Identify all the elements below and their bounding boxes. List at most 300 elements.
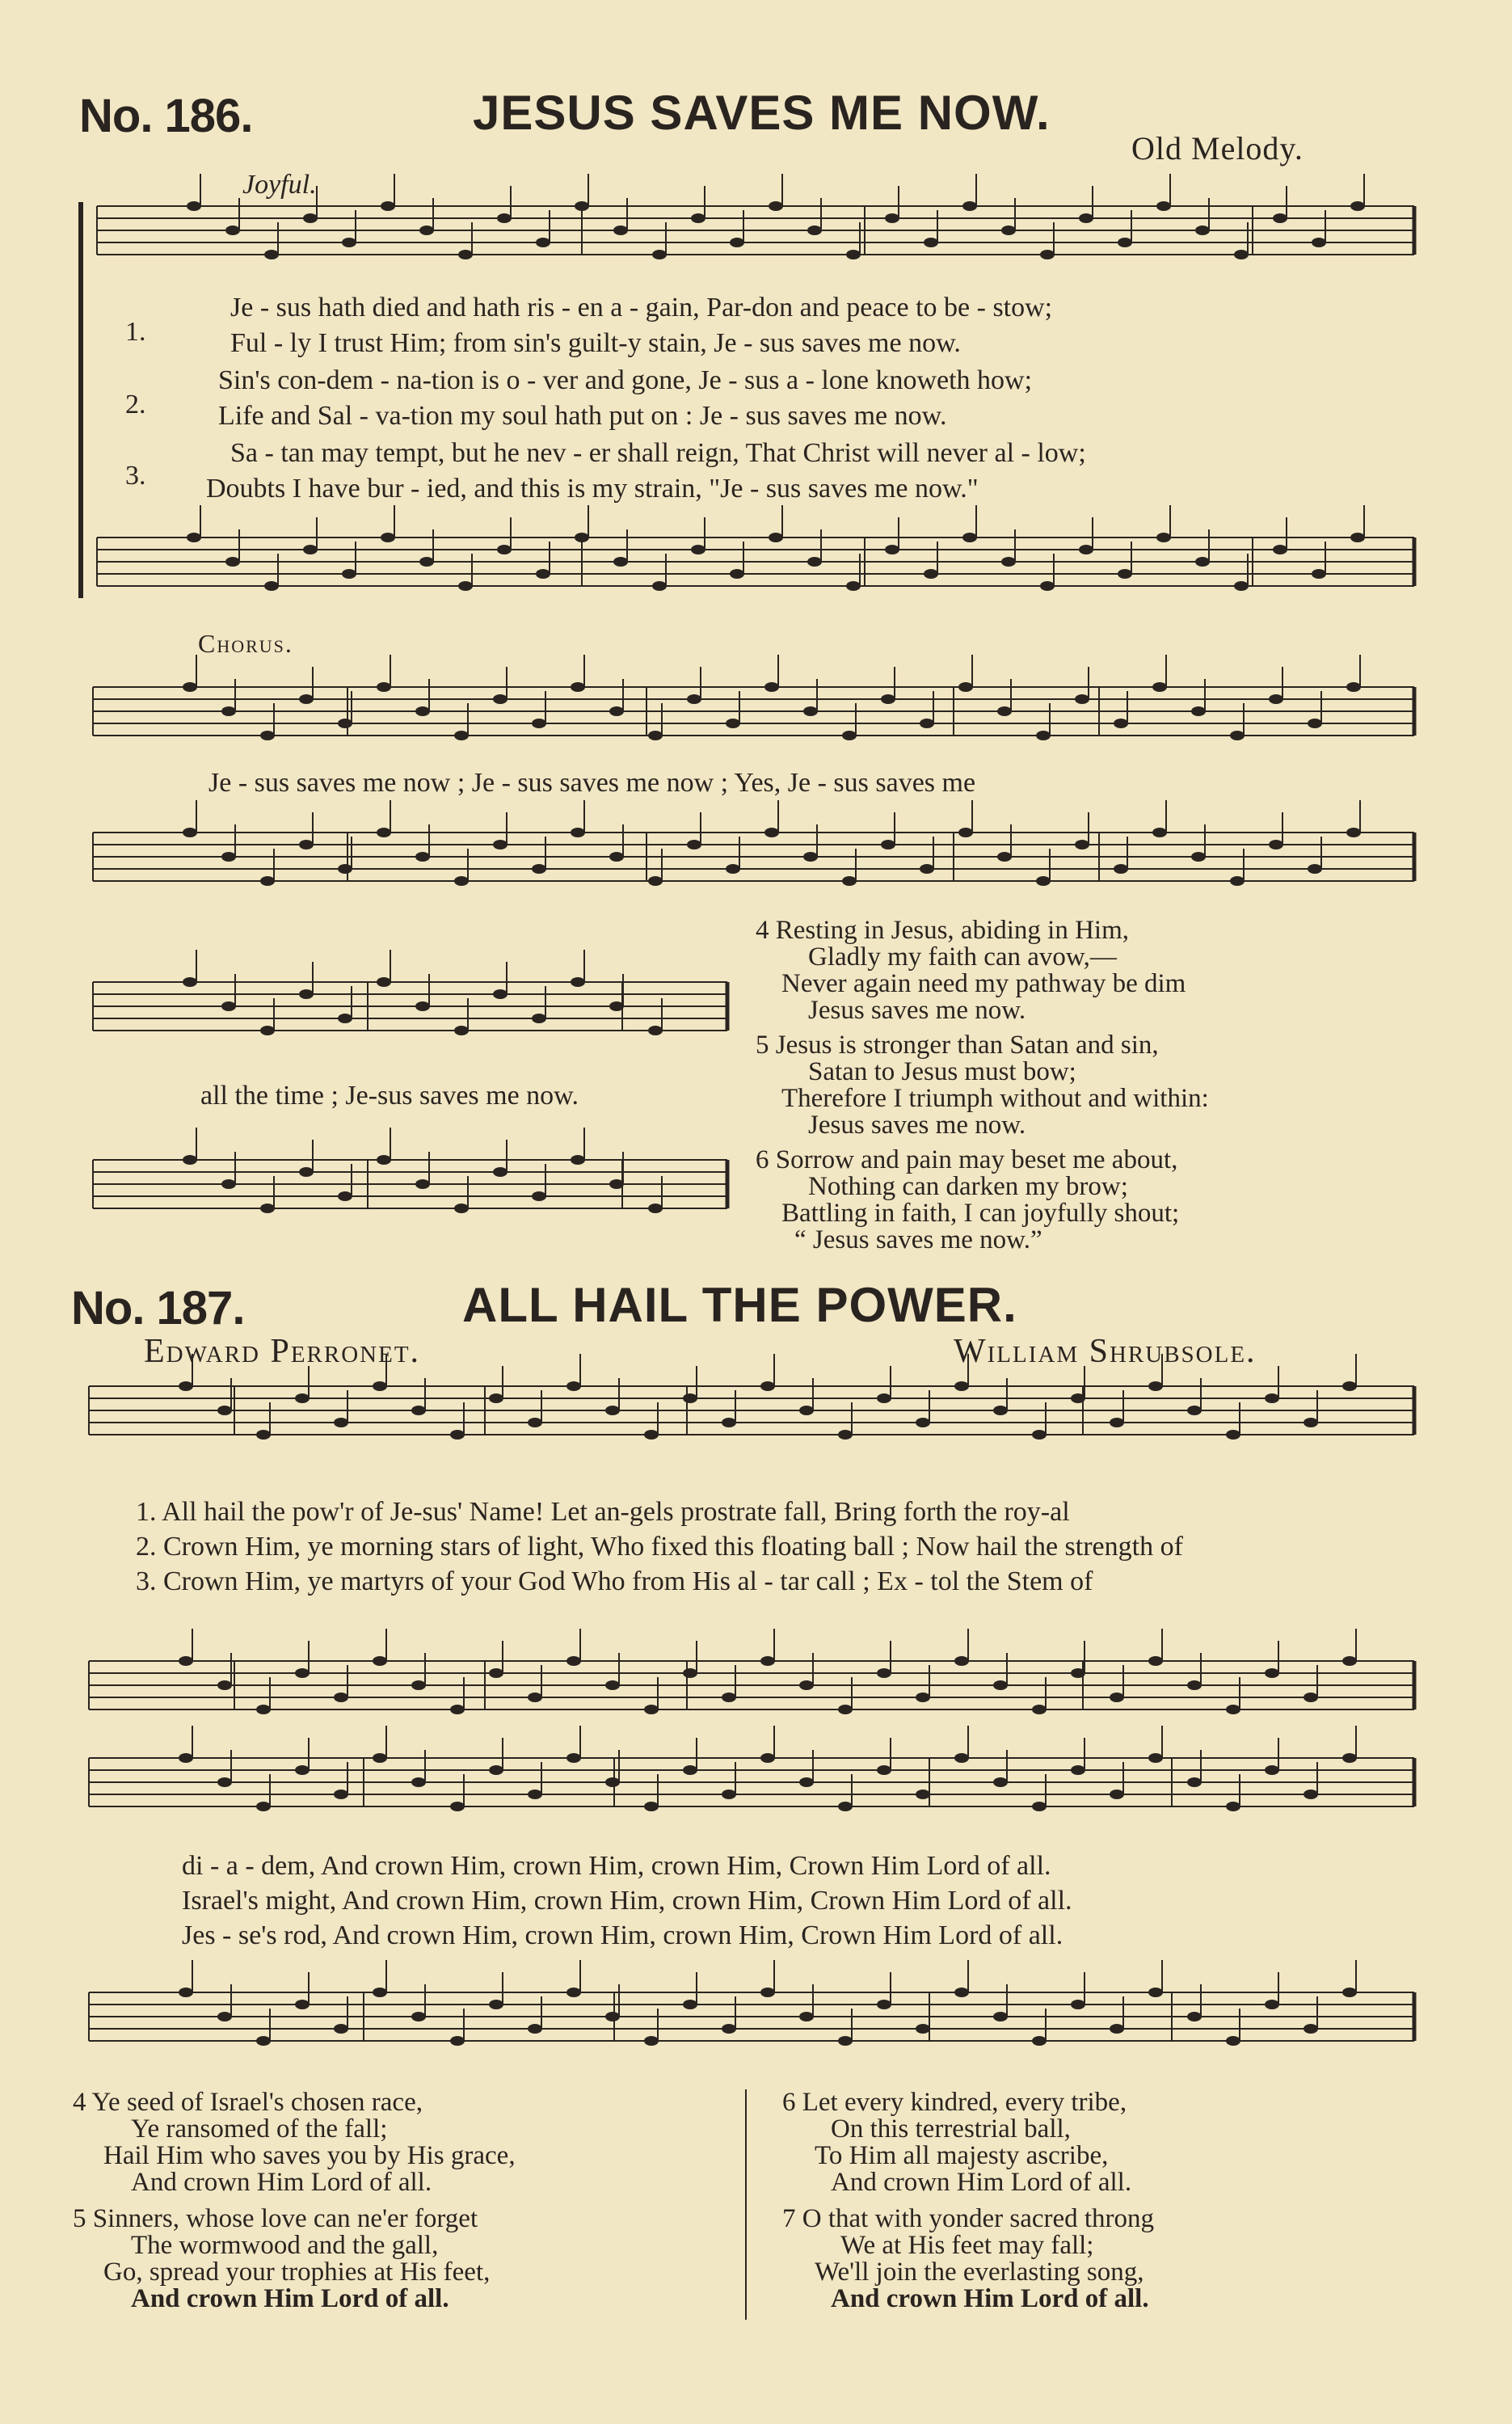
note-head — [613, 226, 628, 235]
note-head — [1230, 876, 1245, 886]
staff — [97, 206, 1414, 255]
lyric-line: Sin's con-dem - na-tion is o - ver and gone, Je - sus a - lone knoweth how; — [218, 365, 1033, 395]
note-head — [1032, 2036, 1047, 2046]
note-head — [1187, 2012, 1202, 2021]
note-head — [1036, 876, 1051, 886]
note-head — [411, 1406, 426, 1415]
note-head — [338, 1014, 352, 1023]
lyric-line: Sa - tan may tempt, but he nev - er shall reign, That Christ will never al - low; — [230, 438, 1086, 468]
note-head — [764, 828, 779, 837]
verse-line: Ye seed of Israel's chosen race, — [91, 2088, 423, 2117]
note-head — [993, 1680, 1008, 1690]
note-head — [450, 1802, 465, 1811]
hymn-187-composer: William Shrubsole. — [954, 1333, 1257, 1370]
lyric-line: Life and Sal - va-tion my soul hath put on : Je - sus saves me now. — [218, 401, 947, 431]
note-head — [993, 1406, 1008, 1415]
verse-number: 4 — [73, 2088, 86, 2117]
note-head — [1346, 828, 1361, 837]
note-head — [528, 1418, 542, 1427]
note-head — [334, 1790, 348, 1799]
lyric-line: 3. Crown Him, ye martyrs of your God Who from His al - tar call ; Ex - tol the Stem of — [136, 1566, 1093, 1596]
verse-line: And crown Him Lord of all. — [131, 2168, 432, 2197]
note-head — [415, 852, 430, 862]
note-head — [1079, 545, 1093, 554]
note-head — [644, 1430, 659, 1440]
note-head — [1230, 731, 1245, 740]
note-head — [722, 1790, 736, 1799]
note-head — [1226, 2036, 1240, 2046]
note-head — [1040, 250, 1055, 259]
note-head — [769, 533, 783, 542]
note-head — [807, 557, 822, 567]
note-head — [571, 828, 585, 837]
note-head — [217, 1777, 232, 1787]
note-head — [528, 1790, 542, 1799]
note-head — [838, 1705, 853, 1714]
note-head — [373, 1988, 387, 1997]
verse-line: Sinners, whose love can ne'er forget — [92, 2204, 478, 2233]
note-head — [1265, 1765, 1279, 1775]
note-head — [726, 864, 740, 874]
note-head — [954, 1381, 969, 1391]
note-head — [187, 201, 201, 211]
note-head — [722, 1693, 736, 1702]
note-head — [571, 682, 585, 692]
note-head — [295, 1668, 310, 1678]
note-head — [299, 840, 314, 849]
note-head — [1040, 581, 1055, 591]
note-head — [217, 1680, 232, 1690]
note-head — [1195, 226, 1210, 235]
note-head — [179, 1753, 193, 1763]
note-head — [916, 1693, 930, 1702]
note-head — [334, 2024, 348, 2034]
note-head — [1234, 581, 1249, 591]
note-head — [1152, 682, 1167, 692]
note-head — [377, 1155, 391, 1165]
note-head — [1118, 238, 1132, 247]
verse-line: Nothing can darken my brow; — [808, 1172, 1128, 1201]
note-head — [1148, 1381, 1163, 1391]
note-head — [536, 238, 550, 247]
note-head — [605, 1680, 620, 1690]
note-head — [1342, 1381, 1357, 1391]
verse-line: Sorrow and pain may beset me about, — [775, 1145, 1178, 1174]
staff — [93, 1160, 727, 1208]
note-head — [183, 1155, 197, 1165]
note-head — [605, 2012, 620, 2021]
note-head — [381, 201, 395, 211]
note-head — [1036, 731, 1051, 740]
hymn-187-author: Edward Perronet. — [144, 1333, 421, 1370]
note-head — [497, 213, 512, 223]
verse-line: Therefore I triumph without and within: — [781, 1084, 1209, 1113]
note-head — [183, 977, 197, 987]
note-head — [1118, 569, 1132, 579]
note-head — [954, 1988, 969, 1997]
note-head — [648, 1204, 663, 1213]
note-head — [760, 1753, 775, 1763]
hymn-187-number: No. 187. — [71, 1282, 245, 1334]
note-head — [454, 731, 469, 740]
note-head — [217, 1406, 232, 1415]
note-head — [415, 1179, 430, 1189]
extra-verse — [756, 917, 1209, 944]
note-head — [225, 226, 240, 235]
note-head — [1350, 201, 1365, 211]
note-head — [566, 1656, 581, 1666]
verse-number: 3. — [125, 461, 146, 491]
lyric-line: Israel's might, And crown Him, crown Him, crown Him, Crown Him Lord of all. — [182, 1886, 1072, 1916]
note-head — [260, 1204, 275, 1213]
note-head — [179, 1656, 193, 1666]
note-head — [342, 238, 356, 247]
note-head — [1156, 533, 1171, 542]
note-head — [532, 719, 546, 728]
note-head — [726, 719, 740, 728]
note-head — [256, 1705, 271, 1714]
note-head — [687, 840, 701, 849]
note-head — [924, 569, 938, 579]
note-head — [299, 989, 314, 999]
note-head — [528, 2024, 542, 2034]
note-head — [920, 864, 934, 874]
hymn-186-tempo: Joyful. — [242, 170, 317, 200]
note-head — [536, 569, 550, 579]
extra-verse — [756, 1147, 1209, 1174]
staff — [97, 537, 1414, 586]
note-head — [842, 876, 857, 886]
note-head — [1191, 852, 1206, 862]
note-head — [497, 545, 512, 554]
note-head — [295, 1393, 310, 1403]
note-head — [652, 250, 667, 259]
note-head — [381, 533, 395, 542]
note-head — [954, 1753, 969, 1763]
staff — [93, 982, 727, 1031]
staff — [93, 687, 1414, 736]
note-head — [566, 1753, 581, 1763]
note-head — [342, 569, 356, 579]
note-head — [1187, 1680, 1202, 1690]
verse-line: Gladly my faith can avow,— — [808, 942, 1117, 972]
lyric-line: Je - sus hath died and hath ris - en a - gain, Par-don and peace to be - stow; — [230, 293, 1053, 322]
note-head — [377, 828, 391, 837]
note-head — [838, 2036, 853, 2046]
note-head — [1032, 1802, 1047, 1811]
note-head — [1191, 706, 1206, 716]
note-head — [799, 2012, 814, 2021]
note-head — [842, 731, 857, 740]
note-head — [1342, 1656, 1357, 1666]
staff — [89, 1386, 1414, 1435]
note-head — [338, 864, 352, 874]
verse-line: And crown Him Lord of all. — [831, 2168, 1132, 2197]
note-head — [1001, 226, 1016, 235]
verse-line: We at His feet may fall; — [840, 2231, 1094, 2260]
note-head — [722, 1418, 736, 1427]
verse-line: O that with yonder sacred throng — [802, 2204, 1155, 2233]
note-head — [1032, 1705, 1047, 1714]
note-head — [1187, 1777, 1202, 1787]
note-head — [916, 1418, 930, 1427]
staff — [93, 833, 1414, 881]
note-head — [454, 1026, 469, 1035]
note-head — [179, 1988, 193, 1997]
extra-verses-187-left — [73, 2089, 516, 2312]
note-head — [1346, 682, 1361, 692]
verse-line: “ Jesus saves me now.” — [794, 1225, 1042, 1254]
note-head — [1226, 1430, 1240, 1440]
chorus-lyric: all the time ; Je-sus saves me now. — [200, 1081, 579, 1111]
staff — [89, 1992, 1414, 2041]
verse-number: 5 — [756, 1031, 769, 1060]
note-head — [997, 706, 1012, 716]
note-head — [566, 1988, 581, 1997]
note-head — [993, 2012, 1008, 2021]
note-head — [1110, 1790, 1124, 1799]
note-head — [571, 1155, 585, 1165]
lyric-line: di - a - dem, And crown Him, crown Him, crown Him, Crown Him Lord of all. — [182, 1851, 1051, 1881]
hymn-186-composer: Old Melody. — [1131, 130, 1304, 167]
verse-number: 6 — [782, 2088, 796, 2117]
note-head — [225, 557, 240, 567]
note-head — [1226, 1802, 1240, 1811]
note-head — [730, 238, 744, 247]
note-head — [256, 1430, 271, 1440]
note-head — [377, 682, 391, 692]
note-head — [1304, 1418, 1318, 1427]
note-head — [644, 2036, 659, 2046]
note-head — [609, 852, 624, 862]
note-head — [458, 250, 473, 259]
note-head — [334, 1693, 348, 1702]
note-head — [764, 682, 779, 692]
note-head — [993, 1777, 1008, 1787]
note-head — [299, 1167, 314, 1177]
extra-verse — [73, 2089, 516, 2116]
chorus-lyric: Je - sus saves me now ; Je - sus saves me now ; Yes, Je - sus saves me — [208, 768, 976, 798]
verse-number: 2. — [125, 390, 146, 419]
note-head — [419, 557, 434, 567]
lyric-line: 2. Crown Him, ye morning stars of light, Who fixed this floating ball ; Now hail the strength of — [136, 1532, 1183, 1562]
note-head — [807, 226, 822, 235]
note-head — [644, 1705, 659, 1714]
verse-line: On this terrestrial ball, — [831, 2114, 1071, 2144]
verse-line: Go, spread your trophies at His feet, — [103, 2257, 491, 2287]
note-head — [1308, 864, 1322, 874]
note-head — [411, 2012, 426, 2021]
note-head — [493, 694, 508, 704]
verse-line: Jesus is stronger than Satan and sin, — [775, 1031, 1159, 1060]
lyric-line: Doubts I have bur - ied, and this is my strain, "Je - sus saves me now." — [206, 474, 979, 504]
note-head — [221, 852, 236, 862]
note-head — [730, 569, 744, 579]
staff — [89, 1661, 1414, 1709]
chorus-label: Chorus. — [198, 629, 293, 658]
note-head — [683, 1668, 697, 1678]
note-head — [1075, 840, 1089, 849]
note-head — [532, 864, 546, 874]
note-head — [648, 731, 663, 740]
note-head — [1075, 694, 1089, 704]
note-head — [1226, 1705, 1240, 1714]
note-head — [411, 1777, 426, 1787]
note-head — [1304, 2024, 1318, 2034]
note-head — [260, 731, 275, 740]
note-head — [885, 545, 899, 554]
note-head — [299, 694, 314, 704]
note-head — [609, 706, 624, 716]
note-head — [528, 1693, 542, 1702]
note-head — [803, 706, 818, 716]
note-head — [924, 238, 938, 247]
note-head — [877, 1668, 891, 1678]
note-head — [1148, 1988, 1163, 1997]
note-head — [338, 719, 352, 728]
column-divider — [745, 2089, 747, 2320]
note-head — [916, 2024, 930, 2034]
note-head — [183, 828, 197, 837]
note-head — [264, 581, 279, 591]
verse-line: Battling in faith, I can joyfully shout; — [781, 1199, 1180, 1228]
note-head — [799, 1680, 814, 1690]
note-head — [954, 1656, 969, 1666]
note-head — [687, 694, 701, 704]
verse-line: The wormwood and the gall, — [131, 2231, 439, 2260]
note-head — [760, 1988, 775, 1997]
hymn-186-title: JESUS SAVES ME NOW. — [473, 86, 1051, 140]
note-head — [1001, 557, 1016, 567]
note-head — [493, 840, 508, 849]
note-head — [799, 1777, 814, 1787]
note-head — [1312, 238, 1326, 247]
note-head — [997, 852, 1012, 862]
note-head — [877, 2000, 891, 2009]
note-head — [644, 1802, 659, 1811]
note-head — [1114, 864, 1128, 874]
note-head — [1308, 719, 1322, 728]
note-head — [1071, 1668, 1085, 1678]
note-head — [1187, 1406, 1202, 1415]
note-head — [1032, 1430, 1047, 1440]
note-head — [295, 2000, 310, 2009]
note-head — [264, 250, 279, 259]
note-head — [179, 1381, 193, 1391]
note-head — [691, 545, 705, 554]
verse-number: 1. — [125, 317, 146, 347]
note-head — [1148, 1753, 1163, 1763]
note-head — [799, 1406, 814, 1415]
note-head — [962, 533, 977, 542]
note-head — [1269, 840, 1283, 849]
note-head — [1265, 2000, 1279, 2009]
note-head — [493, 989, 508, 999]
note-head — [373, 1753, 387, 1763]
note-head — [1273, 545, 1287, 554]
note-head — [683, 1765, 697, 1775]
extra-verse — [782, 2206, 1154, 2232]
note-head — [1342, 1988, 1357, 1997]
note-head — [217, 2012, 232, 2021]
note-head — [683, 1393, 697, 1403]
verse-number: 6 — [756, 1145, 769, 1174]
note-head — [489, 1765, 503, 1775]
note-head — [1079, 213, 1093, 223]
note-head — [838, 1430, 853, 1440]
note-head — [877, 1393, 891, 1403]
note-head — [1273, 213, 1287, 223]
note-head — [648, 876, 663, 886]
note-head — [295, 1765, 310, 1775]
note-head — [1071, 1765, 1085, 1775]
note-head — [334, 1418, 348, 1427]
note-head — [1114, 719, 1128, 728]
note-head — [609, 1001, 624, 1011]
verse-line: And crown Him Lord of all. — [831, 2284, 1149, 2313]
note-head — [1071, 2000, 1085, 2009]
note-head — [1195, 557, 1210, 567]
note-head — [881, 694, 895, 704]
note-head — [532, 1014, 546, 1023]
note-head — [1156, 201, 1171, 211]
note-head — [760, 1656, 775, 1666]
note-head — [958, 828, 973, 837]
verse-line: Resting in Jesus, abiding in Him, — [775, 916, 1129, 945]
note-head — [187, 533, 201, 542]
note-head — [303, 213, 318, 223]
extra-verse — [73, 2206, 516, 2232]
note-head — [419, 226, 434, 235]
note-head — [1304, 1790, 1318, 1799]
extra-verses-187-right — [782, 2089, 1154, 2312]
note-head — [303, 545, 318, 554]
note-head — [683, 2000, 697, 2009]
note-head — [338, 1191, 352, 1201]
lyric-line: Jes - se's rod, And crown Him, crown Him, crown Him, Crown Him Lord of all. — [182, 1920, 1063, 1950]
note-head — [1269, 694, 1283, 704]
note-head — [260, 1026, 275, 1035]
note-head — [1110, 1418, 1124, 1427]
note-head — [1265, 1393, 1279, 1403]
note-head — [920, 719, 934, 728]
note-head — [458, 581, 473, 591]
verse-number: 4 — [756, 916, 769, 945]
note-head — [1110, 1693, 1124, 1702]
note-head — [377, 977, 391, 987]
verse-line: Ye ransomed of the fall; — [131, 2114, 388, 2144]
note-head — [769, 201, 783, 211]
note-head — [493, 1167, 508, 1177]
note-head — [648, 1026, 663, 1035]
verse-line: Jesus saves me now. — [808, 1111, 1026, 1140]
note-head — [881, 840, 895, 849]
note-head — [260, 876, 275, 886]
note-head — [183, 682, 197, 692]
note-head — [846, 581, 861, 591]
note-head — [1152, 828, 1167, 837]
note-head — [450, 2036, 465, 2046]
extra-verse — [756, 1032, 1209, 1059]
lyric-line: 1. All hail the pow'r of Je-sus' Name! Let an-gels prostrate fall, Bring forth the roy-al — [136, 1497, 1070, 1527]
note-head — [450, 1430, 465, 1440]
note-head — [221, 1001, 236, 1011]
note-head — [489, 1393, 503, 1403]
note-head — [489, 2000, 503, 2009]
lyric-line: Ful - ly I trust Him; from sin's guilt-y stain, Je - sus saves me now. — [230, 328, 961, 358]
note-head — [489, 1668, 503, 1678]
verse-line: To Him all majesty ascribe, — [815, 2141, 1109, 2170]
